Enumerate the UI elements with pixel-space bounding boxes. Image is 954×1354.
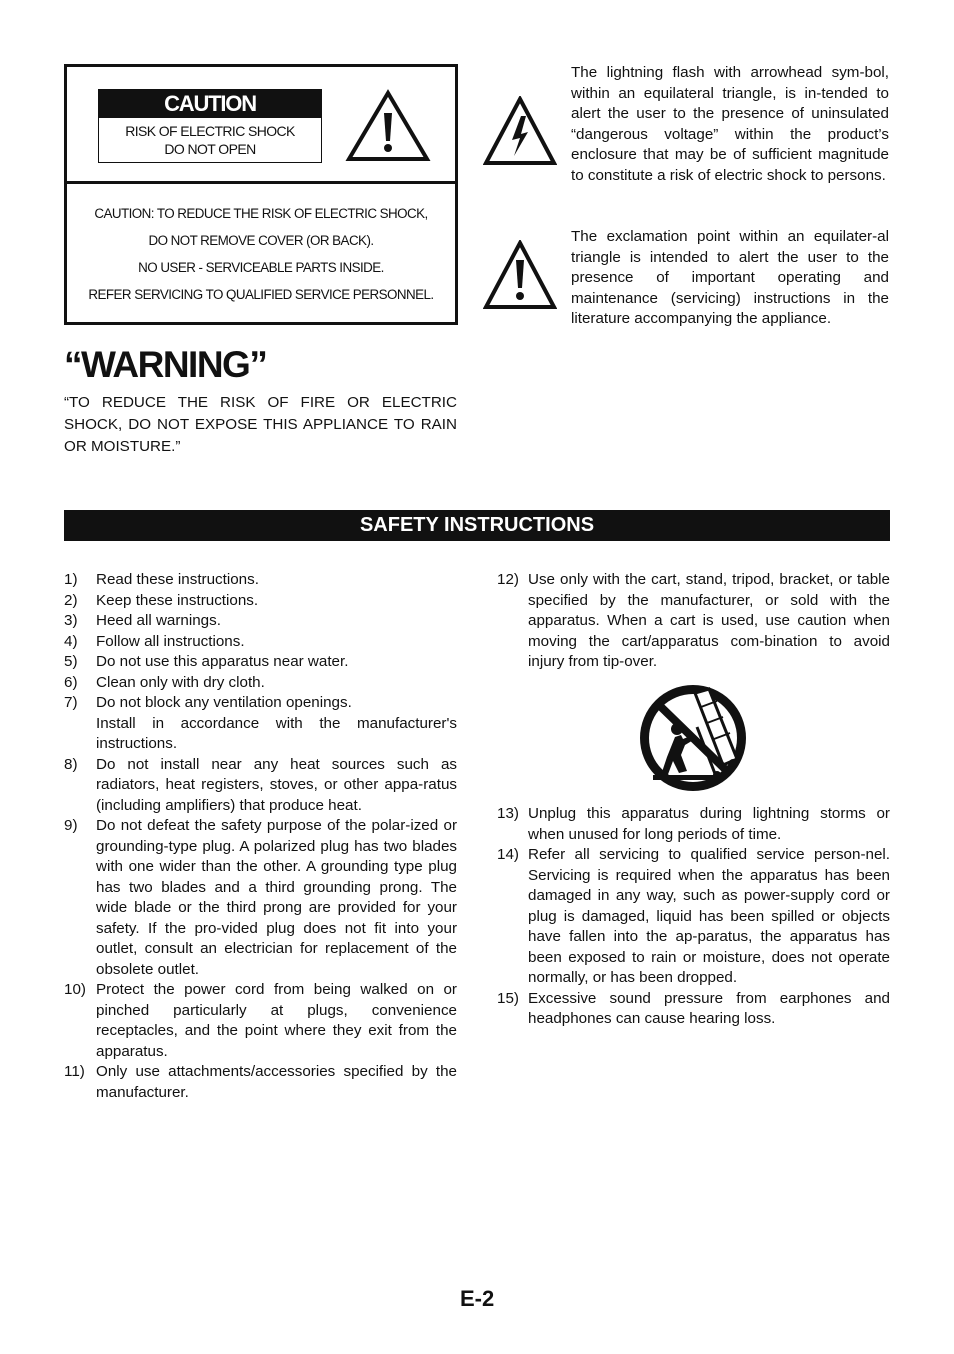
item-text: Do not install near any heat sources such as radiators, heat registers, stoves, or other appa-ratus (including amplifiers) that produce heat.: [96, 755, 457, 814]
cart-tip-over-icon: [637, 683, 749, 793]
page-number: E-2: [460, 1286, 495, 1311]
item-number: 4): [64, 632, 78, 650]
item-number: 3): [64, 612, 78, 629]
item-number: 5): [64, 653, 78, 670]
caution-box: [64, 64, 458, 325]
item-text: Read these instructions.: [96, 571, 259, 588]
item-text: Keep these instructions.: [96, 591, 259, 609]
item-text: Unplug this apparatus during lightning storms or when unused for long periods of time.: [528, 805, 890, 843]
list-item: [64, 652, 457, 673]
list-item: [64, 816, 457, 980]
caution-note: DO NOT REMOVE COVER (OR BACK).: [148, 233, 374, 248]
caution-title: CAUTION: [99, 90, 321, 118]
caution-note: REFER SERVICING TO QUALIFIED SERVICE PERSONNEL.: [88, 287, 434, 302]
exclamation-symbol-description: The exclamation point within an equilater-al triangle is intended to alert the user to the presence of important operating and maintenance (servicing) instructions in the literature accompanying the appliance.: [571, 228, 889, 327]
item-text: Refer all servicing to qualified service person-nel. Servicing is required when the apparatus has been damaged in any way, such as power-supply cord or plug is damaged, liquid has been spilled or objects have fallen into the ap-paratus, the apparatus has been exposed to rain or moisture, does not operate normally, or has been dropped.: [528, 846, 890, 986]
item-number: 14): [497, 846, 519, 863]
list-item: [497, 989, 890, 1030]
list-item: [497, 570, 890, 673]
caution-notes: [67, 184, 455, 308]
warning-title: “WARNING”: [64, 344, 267, 385]
list-item: [64, 591, 457, 612]
safety-list-right-bottom: [497, 804, 890, 1030]
item-text: Clean only with dry cloth.: [96, 673, 265, 691]
caution-subtitle-line2: DO NOT OPEN: [164, 141, 256, 157]
caution-subtitle-line1: RISK OF ELECTRIC SHOCK: [125, 123, 295, 139]
exclamation-triangle-icon: [345, 89, 431, 163]
list-item: [64, 570, 457, 591]
list-item: [64, 632, 457, 653]
item-text: Only use attachments/accessories specified by the manufacturer.: [96, 1063, 457, 1101]
caution-label: [98, 89, 322, 163]
list-item: [64, 755, 457, 817]
item-number: 2): [64, 591, 78, 609]
item-number: 7): [64, 694, 78, 711]
safety-list-left: [64, 570, 457, 1103]
item-number: 10): [64, 981, 86, 998]
item-text: Do not block any ventilation openings.: [96, 694, 352, 711]
safety-list-right-top: [497, 570, 890, 673]
warning-body: “TO REDUCE THE RISK OF FIRE OR ELECTRIC SHOCK, DO NOT EXPOSE THIS APPLIANCE TO RAIN OR MOISTURE.”: [64, 394, 457, 455]
list-item: [497, 804, 890, 845]
list-item: [64, 673, 457, 694]
item-number: 1): [64, 571, 78, 588]
caution-header: [67, 67, 455, 181]
item-text: Heed all warnings.: [96, 612, 221, 629]
item-text: Follow all instructions.: [96, 632, 245, 650]
item-text-continued: Install in accordance with the manufacturer's instructions.: [96, 714, 457, 752]
list-item: [64, 1062, 457, 1103]
item-text: Use only with the cart, stand, tripod, bracket, or table specified by the manufacturer, or sold with the apparatus. When a cart is used, use caution when moving the cart/apparatus com-bination to avoid injury from tip-over.: [528, 571, 890, 670]
list-item: [497, 845, 890, 989]
item-number: 15): [497, 989, 519, 1007]
item-number: 6): [64, 673, 78, 691]
item-number: 9): [64, 817, 78, 834]
list-item: [64, 980, 457, 1062]
lightning-triangle-icon: [483, 96, 557, 166]
item-number: 12): [497, 571, 519, 588]
list-item: [64, 611, 457, 632]
exclamation-triangle-icon: [483, 240, 557, 310]
caution-note: NO USER - SERVICEABLE PARTS INSIDE.: [138, 260, 384, 275]
list-item: [64, 693, 457, 755]
item-text: Do not defeat the safety purpose of the polar-ized or grounding-type plug. A polarized plug has two blades with one wider than the other. A grounding type plug has two blades and a third grounding prong. The wide blade or the third prong are provided for your safety. If the pro-vided plug does not fit into your outlet, consult an electrician for replacement of the obsolete outlet.: [96, 817, 457, 978]
section-header: SAFETY INSTRUCTIONS: [64, 510, 890, 541]
item-text-group: [96, 693, 457, 755]
item-text: Protect the power cord from being walked on or pinched particularly at plugs, convenience receptacles, and the point where they exit from the apparatus.: [96, 981, 457, 1060]
item-text: Excessive sound pressure from earphones and headphones can cause hearing loss.: [528, 989, 890, 1027]
caution-note: CAUTION: TO REDUCE THE RISK OF ELECTRIC SHOCK,: [94, 206, 428, 221]
item-number: 8): [64, 755, 78, 773]
item-number: 13): [497, 805, 519, 822]
item-number: 11): [64, 1063, 85, 1080]
lightning-symbol-description: The lightning flash with arrowhead sym-bol, within an equilateral triangle, is in-tended to alert the user to the presence of uninsulated “dangerous voltage” within the product’s enclosure that may be of sufficient magnitude to constitute a risk of electric shock to persons.: [571, 64, 889, 184]
item-text: Do not use this apparatus near water.: [96, 653, 349, 670]
